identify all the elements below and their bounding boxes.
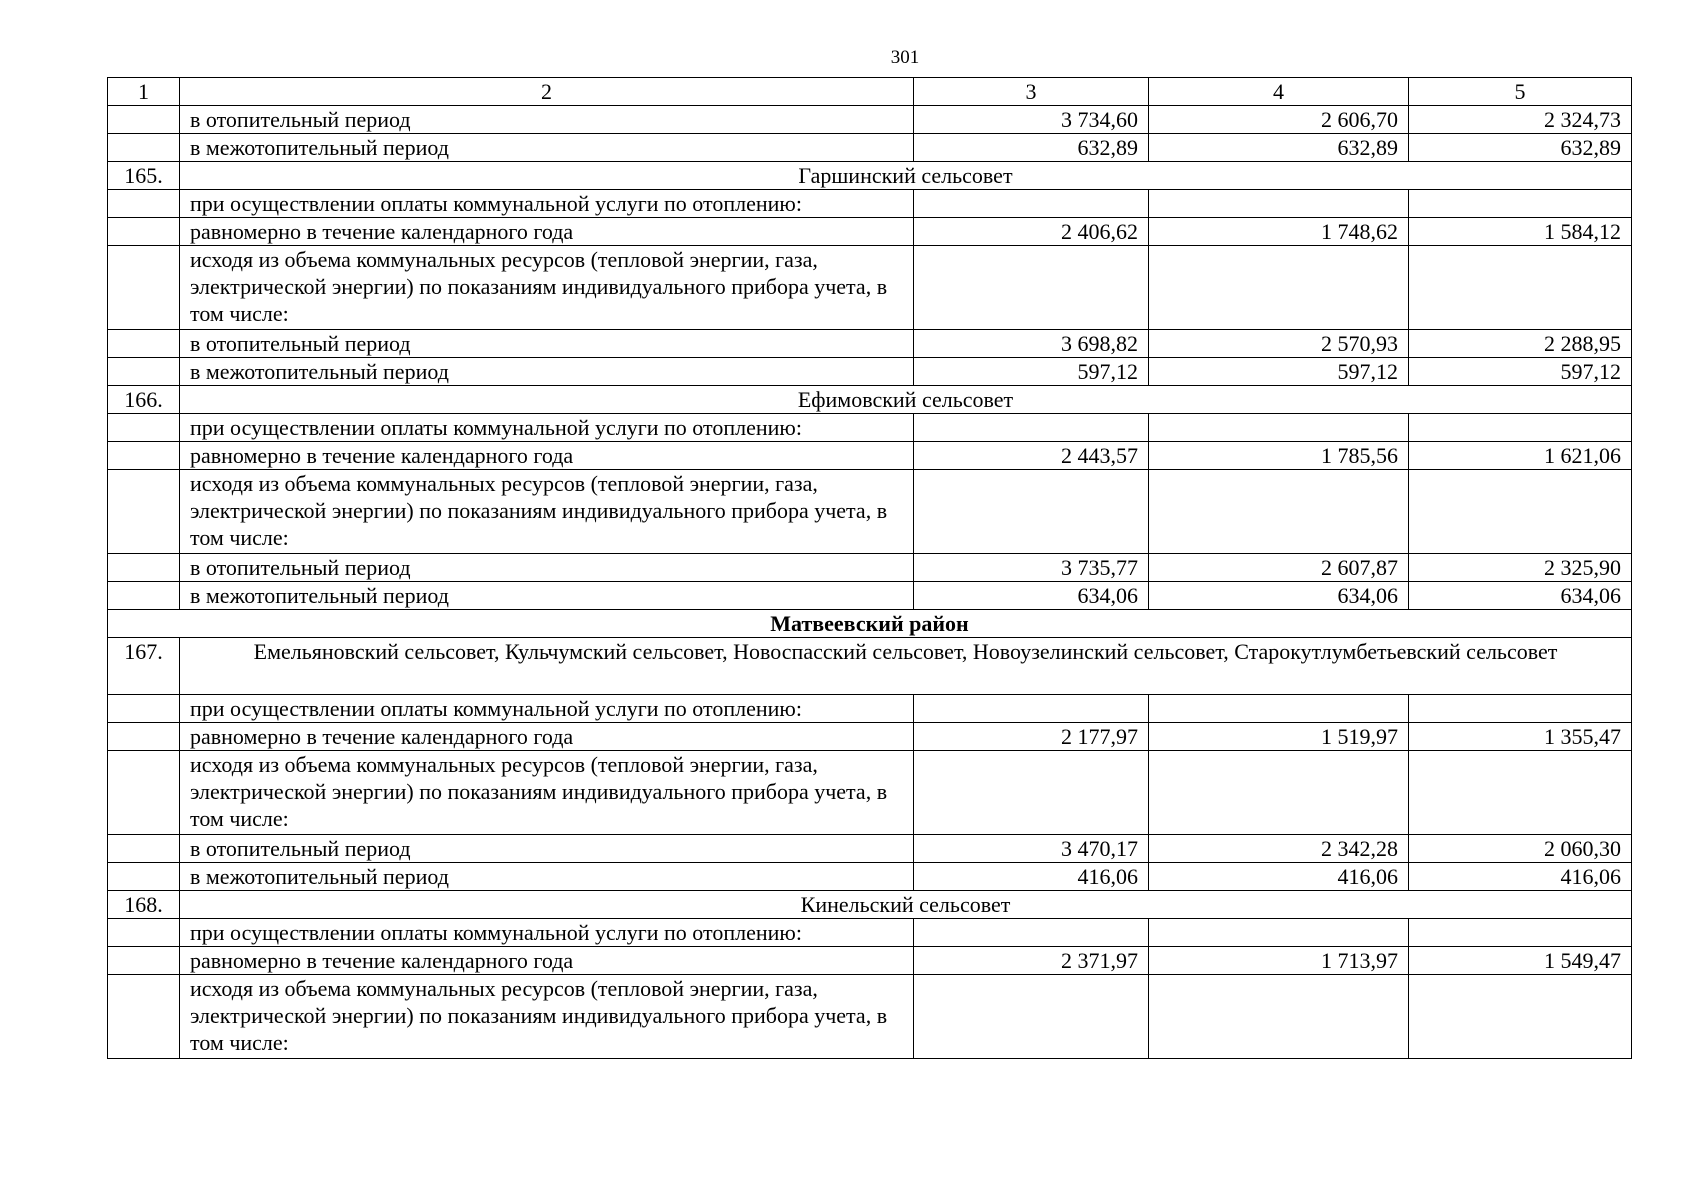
table-row bbox=[108, 106, 1632, 134]
header-row bbox=[108, 78, 1632, 106]
table-row bbox=[108, 582, 1632, 610]
table-row bbox=[108, 947, 1632, 975]
row-label: в межотопительный период bbox=[180, 358, 914, 386]
row-number bbox=[108, 919, 180, 947]
row-number bbox=[108, 442, 180, 470]
row-number bbox=[108, 695, 180, 723]
row-label: в отопительный период bbox=[180, 554, 914, 582]
value-col3 bbox=[914, 190, 1149, 218]
table-row bbox=[108, 470, 1632, 554]
row-number: 166. bbox=[108, 386, 180, 414]
value-col5: 1 584,12 bbox=[1409, 218, 1632, 246]
value-col4: 2 342,28 bbox=[1149, 835, 1409, 863]
row-number bbox=[108, 218, 180, 246]
row-number bbox=[108, 554, 180, 582]
value-col4: 1 785,56 bbox=[1149, 442, 1409, 470]
value-col5: 1 549,47 bbox=[1409, 947, 1632, 975]
value-col3 bbox=[914, 919, 1149, 947]
row-number: 168. bbox=[108, 891, 180, 919]
row-number: 165. bbox=[108, 162, 180, 190]
value-col4: 2 607,87 bbox=[1149, 554, 1409, 582]
table-row bbox=[108, 358, 1632, 386]
row-label: при осуществлении оплаты коммунальной услуги по отоплению: bbox=[180, 919, 914, 947]
value-col4: 1 713,97 bbox=[1149, 947, 1409, 975]
row-label: в отопительный период bbox=[180, 330, 914, 358]
value-col5: 2 324,73 bbox=[1409, 106, 1632, 134]
row-label: при осуществлении оплаты коммунальной услуги по отоплению: bbox=[180, 414, 914, 442]
value-col3: 3 470,17 bbox=[914, 835, 1149, 863]
value-col3: 3 735,77 bbox=[914, 554, 1149, 582]
value-col3: 2 371,97 bbox=[914, 947, 1149, 975]
value-col4 bbox=[1149, 975, 1409, 1059]
value-col3: 2 406,62 bbox=[914, 218, 1149, 246]
row-number bbox=[108, 106, 180, 134]
table-row bbox=[108, 695, 1632, 723]
value-col4 bbox=[1149, 695, 1409, 723]
section-row bbox=[108, 386, 1632, 414]
table-row bbox=[108, 414, 1632, 442]
page-number: 301 bbox=[890, 47, 920, 68]
value-col4: 634,06 bbox=[1149, 582, 1409, 610]
header-cell: 5 bbox=[1409, 78, 1632, 106]
value-col3 bbox=[914, 751, 1149, 835]
value-col5 bbox=[1409, 246, 1632, 330]
row-number bbox=[108, 358, 180, 386]
row-label: исходя из объема коммунальных ресурсов (тепловой энергии, газа, электрической энергии) по показаниям индивидуального прибора учета, в том числе: bbox=[180, 246, 914, 330]
row-number bbox=[108, 723, 180, 751]
header-cell: 4 bbox=[1149, 78, 1409, 106]
value-col3 bbox=[914, 414, 1149, 442]
row-number bbox=[108, 975, 180, 1059]
row-number bbox=[108, 863, 180, 891]
value-col4 bbox=[1149, 751, 1409, 835]
value-col5: 2 288,95 bbox=[1409, 330, 1632, 358]
section-row bbox=[108, 891, 1632, 919]
value-col5 bbox=[1409, 975, 1632, 1059]
value-col4: 2 606,70 bbox=[1149, 106, 1409, 134]
tariff-table bbox=[107, 77, 1632, 1059]
row-number bbox=[108, 134, 180, 162]
table-row bbox=[108, 246, 1632, 330]
table-row bbox=[108, 751, 1632, 835]
row-number bbox=[108, 330, 180, 358]
value-col4 bbox=[1149, 414, 1409, 442]
row-number bbox=[108, 835, 180, 863]
value-col4 bbox=[1149, 470, 1409, 554]
row-label: равномерно в течение календарного года bbox=[180, 442, 914, 470]
row-number bbox=[108, 582, 180, 610]
value-col3: 632,89 bbox=[914, 134, 1149, 162]
row-number bbox=[108, 190, 180, 218]
table-row bbox=[108, 723, 1632, 751]
value-col3 bbox=[914, 695, 1149, 723]
table-row bbox=[108, 863, 1632, 891]
value-col5: 2 060,30 bbox=[1409, 835, 1632, 863]
value-col3: 3 734,60 bbox=[914, 106, 1149, 134]
row-label: в межотопительный период bbox=[180, 582, 914, 610]
value-col5: 597,12 bbox=[1409, 358, 1632, 386]
value-col3: 634,06 bbox=[914, 582, 1149, 610]
value-col3 bbox=[914, 975, 1149, 1059]
row-label: в отопительный период bbox=[180, 835, 914, 863]
value-col5 bbox=[1409, 414, 1632, 442]
row-label: в межотопительный период bbox=[180, 134, 914, 162]
table-row bbox=[108, 330, 1632, 358]
section-row bbox=[108, 638, 1632, 695]
table-row bbox=[108, 919, 1632, 947]
header-cell: 1 bbox=[108, 78, 180, 106]
header-cell: 2 bbox=[180, 78, 914, 106]
value-col5: 416,06 bbox=[1409, 863, 1632, 891]
row-number bbox=[108, 947, 180, 975]
value-col5: 2 325,90 bbox=[1409, 554, 1632, 582]
row-label: равномерно в течение календарного года bbox=[180, 723, 914, 751]
row-label: исходя из объема коммунальных ресурсов (тепловой энергии, газа, электрической энергии) по показаниям индивидуального прибора учета, в том числе: bbox=[180, 470, 914, 554]
row-label: равномерно в течение календарного года bbox=[180, 218, 914, 246]
table-row bbox=[108, 134, 1632, 162]
row-label: исходя из объема коммунальных ресурсов (тепловой энергии, газа, электрической энергии) по показаниям индивидуального прибора учета, в том числе: bbox=[180, 975, 914, 1059]
row-number: 167. bbox=[108, 638, 180, 695]
value-col5: 632,89 bbox=[1409, 134, 1632, 162]
value-col3 bbox=[914, 246, 1149, 330]
value-col4: 1 519,97 bbox=[1149, 723, 1409, 751]
section-title: Кинельский сельсовет bbox=[180, 891, 1632, 919]
district-title: Матвеевский район bbox=[108, 610, 1632, 638]
value-col4: 632,89 bbox=[1149, 134, 1409, 162]
row-number bbox=[108, 414, 180, 442]
table-row bbox=[108, 975, 1632, 1059]
value-col5 bbox=[1409, 919, 1632, 947]
row-label: исходя из объема коммунальных ресурсов (тепловой энергии, газа, электрической энергии) по показаниям индивидуального прибора учета, в том числе: bbox=[180, 751, 914, 835]
section-title: Ефимовский сельсовет bbox=[180, 386, 1632, 414]
value-col4: 1 748,62 bbox=[1149, 218, 1409, 246]
row-label: в межотопительный период bbox=[180, 863, 914, 891]
district-row bbox=[108, 610, 1632, 638]
value-col5: 634,06 bbox=[1409, 582, 1632, 610]
table-row bbox=[108, 218, 1632, 246]
row-number bbox=[108, 470, 180, 554]
value-col3: 2 443,57 bbox=[914, 442, 1149, 470]
value-col3: 3 698,82 bbox=[914, 330, 1149, 358]
row-label: при осуществлении оплаты коммунальной услуги по отоплению: bbox=[180, 695, 914, 723]
value-col4 bbox=[1149, 190, 1409, 218]
value-col4 bbox=[1149, 246, 1409, 330]
value-col4: 416,06 bbox=[1149, 863, 1409, 891]
table-row bbox=[108, 835, 1632, 863]
value-col3: 2 177,97 bbox=[914, 723, 1149, 751]
table-row bbox=[108, 190, 1632, 218]
value-col4: 2 570,93 bbox=[1149, 330, 1409, 358]
value-col5 bbox=[1409, 695, 1632, 723]
table-row bbox=[108, 442, 1632, 470]
section-title: Емельяновский сельсовет, Кульчумский сельсовет, Новоспасский сельсовет, Новоузелинский сельсовет, Старокутлумбетьевский сельсовет bbox=[180, 638, 1632, 695]
row-label: при осуществлении оплаты коммунальной услуги по отоплению: bbox=[180, 190, 914, 218]
row-label: равномерно в течение календарного года bbox=[180, 947, 914, 975]
row-number bbox=[108, 246, 180, 330]
value-col5 bbox=[1409, 470, 1632, 554]
value-col3: 597,12 bbox=[914, 358, 1149, 386]
value-col5 bbox=[1409, 190, 1632, 218]
row-label: в отопительный период bbox=[180, 106, 914, 134]
table-row bbox=[108, 554, 1632, 582]
value-col3: 416,06 bbox=[914, 863, 1149, 891]
section-row bbox=[108, 162, 1632, 190]
header-cell: 3 bbox=[914, 78, 1149, 106]
value-col5: 1 621,06 bbox=[1409, 442, 1632, 470]
value-col3 bbox=[914, 470, 1149, 554]
row-number bbox=[108, 751, 180, 835]
value-col5: 1 355,47 bbox=[1409, 723, 1632, 751]
value-col4 bbox=[1149, 919, 1409, 947]
value-col5 bbox=[1409, 751, 1632, 835]
value-col4: 597,12 bbox=[1149, 358, 1409, 386]
section-title: Гаршинский сельсовет bbox=[180, 162, 1632, 190]
